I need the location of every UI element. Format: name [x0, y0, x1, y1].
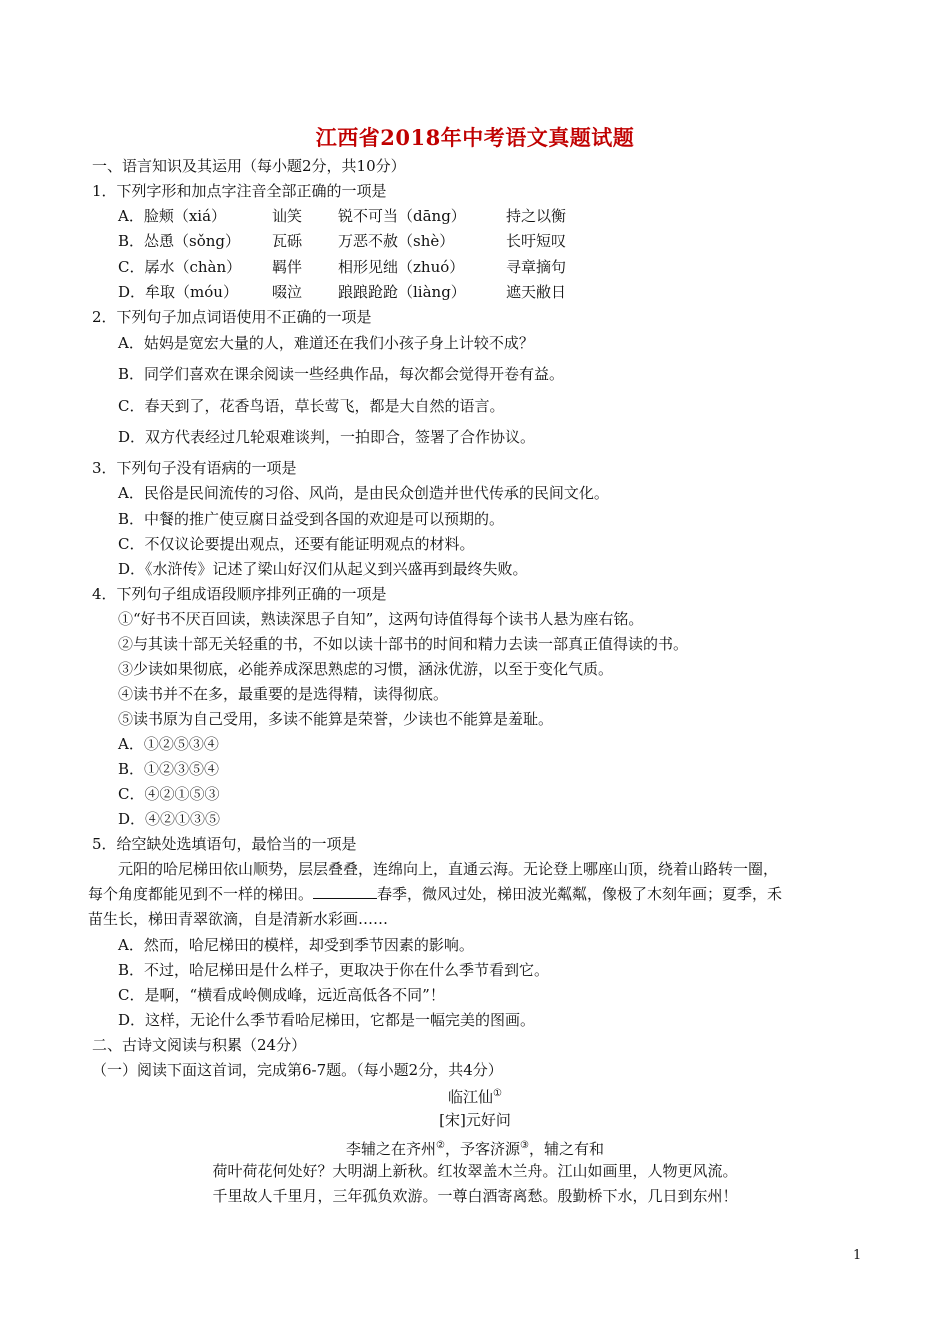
page-title: 江西省2018年中考语文真题试题	[315, 125, 635, 150]
q4-sentence-3: ③少读如果彻底，必能养成深思熟虑的习惯，涵泳优游，以至于变化气质。	[118, 660, 614, 678]
q1-c-col4: 寻章摘句	[506, 258, 567, 276]
q4-option-c: C．④②①⑤③	[118, 785, 220, 803]
poem-preface-part1: 李辅之在齐州	[346, 1140, 437, 1158]
q1-a-col4: 持之以衡	[506, 207, 567, 225]
q4-sentence-2: ②与其读十部无关轻重的书，不如以读十部书的时间和精力去读一部真正值得读的书。	[118, 635, 689, 653]
q5-passage-line2-end: 春季，微风过处，梯田波光粼粼，像极了木刻年画；夏季，禾	[377, 885, 783, 903]
poem-title-text: 临江仙	[448, 1088, 494, 1106]
poem-preface-note-3: ③	[520, 1140, 529, 1151]
q5-passage-line3: 苗生长，梯田青翠欲滴，自是清新水彩画……	[88, 910, 389, 928]
answer-blank	[313, 884, 377, 899]
q1-stem: 1．下列字形和加点字注音全部正确的一项是	[92, 182, 387, 200]
q4-sentence-5: ⑤读书原为自己受用，多读不能算是荣誉，少读也不能算是羞耻。	[118, 710, 554, 728]
q3-option-c: C．不仅议论要提出观点，还要有能证明观点的材料。	[118, 535, 475, 553]
poem-title	[0, 1084, 950, 1107]
q3-option-a: A．民俗是民间流传的习俗、风尚，是由民众创造并世代传承的民间文化。	[118, 484, 609, 502]
q4-option-a: A．①②⑤③④	[118, 735, 219, 753]
poem-author: [宋]元好问	[439, 1111, 511, 1129]
q3-stem: 3．下列句子没有语病的一项是	[92, 459, 297, 477]
q3-option-d: D．《水浒传》记述了梁山好汉们从起义到兴盛再到最终失败。	[118, 560, 528, 578]
q2-option-d: D．双方代表经过几轮艰难谈判，一拍即合，签署了合作协议。	[118, 428, 536, 446]
poem-preface-note-2: ②	[436, 1140, 445, 1151]
section1-heading: 一、语言知识及其运用（每小题2分，共10分）	[92, 157, 406, 175]
q5-stem: 5．给空缺处选填语句，最恰当的一项是	[92, 835, 357, 853]
poem-line-2: 千里故人千里月，三年孤负欢游。一尊白酒寄离愁。殷勤桥下水，几日到东州！	[212, 1187, 738, 1205]
q2-stem: 2．下列句子加点词语使用不正确的一项是	[92, 308, 372, 326]
q1-b-col3: 万恶不赦（shè）	[338, 232, 455, 250]
page-number: 1	[853, 1248, 862, 1263]
q1-c-col3: 相形见绌（zhuó）	[338, 258, 465, 276]
q4-option-d: D．④②①③⑤	[118, 810, 221, 828]
q5-option-c: C．是啊，“横看成岭侧成峰，远近高低各不同”！	[118, 986, 445, 1004]
q1-d-col1: D．牟取（móu）	[118, 283, 238, 301]
poem-title-note: ①	[493, 1088, 502, 1099]
q4-sentence-1: ①“好书不厌百回读，熟读深思子自知”，这两句诗值得每个读书人悬为座右铭。	[118, 610, 644, 628]
poem-preface	[0, 1136, 950, 1159]
q1-c-col2: 羁伴	[272, 258, 303, 276]
poem-preface-part3: ，辅之有和	[528, 1140, 604, 1158]
q5-passage-line1: 元阳的哈尼梯田依山顺势，层层叠叠，连绵向上，直通云海。无论登上哪座山顶，绕着山路转一圈，	[118, 860, 779, 878]
q1-b-col4: 长吁短叹	[506, 232, 567, 250]
section2-heading: 二、古诗文阅读与积累（24分）	[92, 1036, 307, 1054]
section2-part1-heading: （一）阅读下面这首词，完成第6-7题。（每小题2分，共4分）	[92, 1061, 503, 1079]
q1-a-col2: 讪笑	[272, 207, 303, 225]
q5-passage-line2	[88, 884, 782, 904]
q1-a-col1: A．脸颊（xiá）	[118, 207, 227, 225]
q5-passage-line2-start: 每个角度都能见到不一样的梯田。	[88, 885, 314, 903]
poem-preface-part2: ，予客济源	[444, 1140, 520, 1158]
q4-option-b: B．①②③⑤④	[118, 760, 220, 778]
q5-option-a: A．然而，哈尼梯田的模样，却受到季节因素的影响。	[118, 936, 474, 954]
q1-a-col3: 锐不可当（dāng）	[338, 207, 466, 225]
q3-option-b: B．中餐的推广使豆腐日益受到各国的欢迎是可以预期的。	[118, 510, 505, 528]
q1-c-col1: C．孱水（chàn）	[118, 258, 242, 276]
q4-sentence-4: ④读书并不在多，最重要的是选得精，读得彻底。	[118, 685, 449, 703]
q2-option-b: B．同学们喜欢在课余阅读一些经典作品，每次都会觉得开卷有益。	[118, 365, 565, 383]
q5-option-b: B．不过，哈尼梯田是什么样子，更取决于你在什么季节看到它。	[118, 961, 550, 979]
q4-stem: 4．下列句子组成语段顺序排列正确的一项是	[92, 585, 387, 603]
q2-option-a: A．姑妈是宽宏大量的人，难道还在我们小孩子身上计较不成？	[118, 334, 534, 352]
q5-option-d: D．这样，无论什么季节看哈尼梯田，它都是一幅完美的图画。	[118, 1011, 536, 1029]
q1-b-col2: 瓦砾	[272, 232, 303, 250]
q2-option-c: C．春天到了，花香鸟语，草长莺飞，都是大自然的语言。	[118, 397, 505, 415]
q1-d-col3: 踉踉跄跄（liàng）	[338, 283, 466, 301]
q1-d-col2: 啜泣	[272, 283, 303, 301]
poem-line-1: 荷叶荷花何处好？大明湖上新秋。红妆翠盖木兰舟。江山如画里，人物更风流。	[212, 1162, 738, 1180]
q1-b-col1: B．怂恿（sǒng）	[118, 232, 241, 250]
q1-d-col4: 遮天敝日	[506, 283, 567, 301]
